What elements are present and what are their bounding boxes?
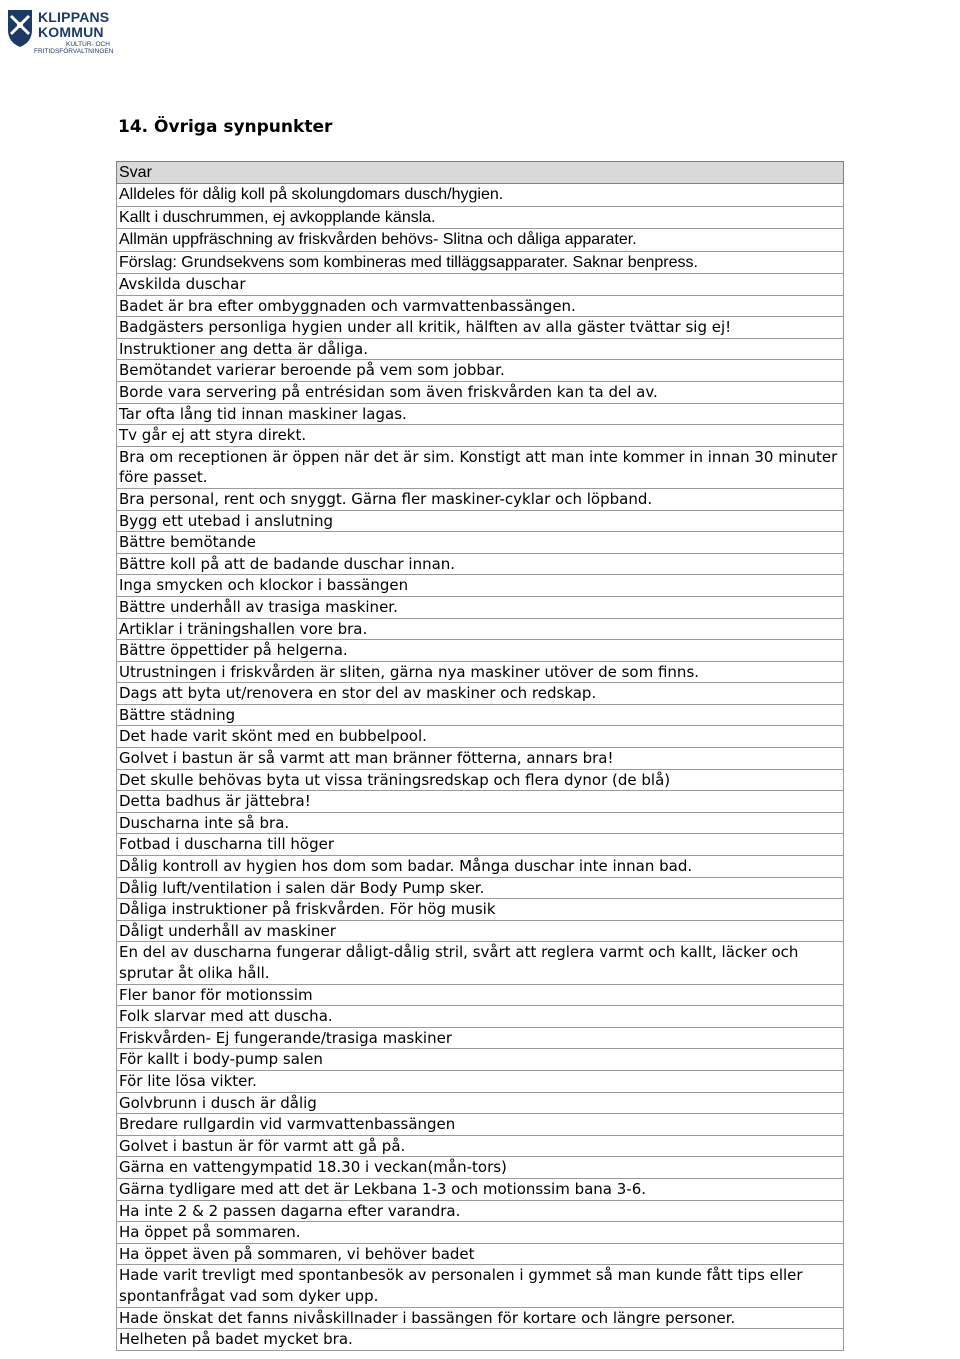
table-header-cell: Svar <box>117 162 844 184</box>
response-cell: Bättre bemötande <box>117 532 844 554</box>
response-cell: För kallt i body-pump salen <box>117 1049 844 1071</box>
response-cell: Dåligt underhåll av maskiner <box>117 920 844 942</box>
table-row <box>117 596 844 618</box>
response-cell: Dåliga instruktioner på friskvården. För hög musik <box>117 899 844 921</box>
response-cell: Instruktioner ang detta är dåliga. <box>117 338 844 360</box>
response-cell: Ha öppet på sommaren. <box>117 1222 844 1244</box>
response-cell: Kallt i duschrummen, ej avkopplande känsla. <box>117 206 844 229</box>
response-cell: Tar ofta lång tid innan maskiner lagas. <box>117 403 844 425</box>
response-cell: Förslag: Grundsekvens som kombineras med tilläggsapparater. Saknar benpress. <box>117 251 844 274</box>
table-row <box>117 877 844 899</box>
response-cell: Allmän uppfräschning av friskvården behövs- Slitna och dåliga apparater. <box>117 229 844 252</box>
response-cell: Badgästers personliga hygien under all kritik, hälften av alla gäster tvättar sig ej! <box>117 317 844 339</box>
table-row <box>117 403 844 425</box>
response-cell: Bredare rullgardin vid varmvattenbassängen <box>117 1114 844 1136</box>
table-row <box>117 618 844 640</box>
response-cell: Golvet i bastun är så varmt att man bränner fötterna, annars bra! <box>117 748 844 770</box>
response-cell: Helheten på badet mycket bra. <box>117 1329 844 1351</box>
table-row <box>117 1157 844 1179</box>
table-row <box>117 1200 844 1222</box>
table-row <box>117 1070 844 1092</box>
response-cell: Borde vara servering på entrésidan som även friskvården kan ta del av. <box>117 381 844 403</box>
table-row <box>117 381 844 403</box>
table-row <box>117 1329 844 1351</box>
table-row <box>117 1114 844 1136</box>
response-cell: Folk slarvar med att duscha. <box>117 1006 844 1028</box>
table-row <box>117 488 844 510</box>
response-cell: Alldeles för dålig koll på skolungdomars dusch/hygien. <box>117 184 844 207</box>
table-row <box>117 683 844 705</box>
table-row <box>117 1307 844 1329</box>
table-row <box>117 726 844 748</box>
response-cell: Friskvården- Ej fungerande/trasiga maskiner <box>117 1027 844 1049</box>
response-cell: Badet är bra efter ombyggnaden och varmvattenbassängen. <box>117 295 844 317</box>
table-row <box>117 1265 844 1307</box>
table-row <box>117 1006 844 1028</box>
response-cell: Dags att byta ut/renovera en stor del av maskiner och redskap. <box>117 683 844 705</box>
table-header-row <box>117 162 844 184</box>
klippans-kommun-logo <box>6 6 114 56</box>
response-cell: Dålig kontroll av hygien hos dom som badar. Många duschar inte innan bad. <box>117 856 844 878</box>
table-row <box>117 1049 844 1071</box>
response-cell: Fotbad i duscharna till höger <box>117 834 844 856</box>
response-cell: Bemötandet varierar beroende på vem som jobbar. <box>117 360 844 382</box>
table-row <box>117 1222 844 1244</box>
table-row <box>117 446 844 488</box>
response-cell: En del av duscharna fungerar dåligt-dålig stril, svårt att reglera varmt och kallt, läcker och sprutar åt olika håll. <box>117 942 844 984</box>
response-cell: Det hade varit skönt med en bubbelpool. <box>117 726 844 748</box>
table-row <box>117 1178 844 1200</box>
response-cell: Det skulle behövas byta ut vissa träningsredskap och flera dynor (de blå) <box>117 769 844 791</box>
response-cell: Hade önskat det fanns nivåskillnader i bassängen för kortare och längre personer. <box>117 1307 844 1329</box>
table-row <box>117 748 844 770</box>
response-cell: Bättre städning <box>117 704 844 726</box>
table-row <box>117 206 844 229</box>
table-row <box>117 295 844 317</box>
response-cell: Fler banor för motionssim <box>117 984 844 1006</box>
response-cell: Gärna en vattengympatid 18.30 i veckan(mån-tors) <box>117 1157 844 1179</box>
table-row <box>117 899 844 921</box>
response-cell: Golvet i bastun är för varmt att gå på. <box>117 1135 844 1157</box>
table-row <box>117 984 844 1006</box>
response-cell: Gärna tydligare med att det är Lekbana 1-3 och motionssim bana 3-6. <box>117 1178 844 1200</box>
table-row <box>117 769 844 791</box>
table-row <box>117 942 844 984</box>
response-cell: Bygg ett utebad i anslutning <box>117 510 844 532</box>
municipal-shield-icon <box>6 8 34 48</box>
response-cell: Golvbrunn i dusch är dålig <box>117 1092 844 1114</box>
table-row <box>117 812 844 834</box>
table-row <box>117 425 844 447</box>
table-row <box>117 856 844 878</box>
logo-line-2: KOMMUN <box>38 24 104 40</box>
table-row <box>117 510 844 532</box>
logo-line-3: KULTUR- OCH <box>66 41 110 48</box>
table-row <box>117 640 844 662</box>
table-row <box>117 274 844 296</box>
table-row <box>117 360 844 382</box>
responses-table <box>116 161 844 1351</box>
table-row <box>117 184 844 207</box>
response-cell: Bra om receptionen är öppen när det är sim. Konstigt att man inte kommer in innan 30 minuter före passet. <box>117 446 844 488</box>
table-row <box>117 834 844 856</box>
response-cell: Utrustningen i friskvården är sliten, gärna nya maskiner utöver de som finns. <box>117 661 844 683</box>
response-cell: Bättre underhåll av trasiga maskiner. <box>117 596 844 618</box>
table-row <box>117 1027 844 1049</box>
response-cell: Bra personal, rent och snyggt. Gärna fler maskiner-cyklar och löpband. <box>117 488 844 510</box>
response-cell: Detta badhus är jättebra! <box>117 791 844 813</box>
response-cell: Tv går ej att styra direkt. <box>117 425 844 447</box>
response-cell: Bättre öppettider på helgerna. <box>117 640 844 662</box>
table-row <box>117 1135 844 1157</box>
logo-line-1: KLIPPANS <box>38 9 110 25</box>
response-cell: Bättre koll på att de badande duschar innan. <box>117 553 844 575</box>
table-row <box>117 1092 844 1114</box>
table-row <box>117 229 844 252</box>
response-cell: Dålig luft/ventilation i salen där Body Pump sker. <box>117 877 844 899</box>
response-cell: Avskilda duschar <box>117 274 844 296</box>
response-cell: Ha inte 2 & 2 passen dagarna efter varandra. <box>117 1200 844 1222</box>
response-cell: Hade varit trevligt med spontanbesök av personalen i gymmet så man kunde fått tips eller spontanfrågat vad som dyker upp. <box>117 1265 844 1307</box>
table-row <box>117 532 844 554</box>
response-cell: Artiklar i träningshallen vore bra. <box>117 618 844 640</box>
response-cell: Inga smycken och klockor i bassängen <box>117 575 844 597</box>
table-row <box>117 338 844 360</box>
table-row <box>117 317 844 339</box>
table-row <box>117 704 844 726</box>
table-row <box>117 920 844 942</box>
logo-line-4: FRITIDSFÖRVALTNINGEN <box>34 48 114 55</box>
response-cell: Ha öppet även på sommaren, vi behöver badet <box>117 1243 844 1265</box>
table-row <box>117 1243 844 1265</box>
section-heading: 14. Övriga synpunkter <box>118 117 333 137</box>
table-row <box>117 791 844 813</box>
table-row <box>117 553 844 575</box>
table-row <box>117 575 844 597</box>
response-cell: Duscharna inte så bra. <box>117 812 844 834</box>
table-row <box>117 661 844 683</box>
table-row <box>117 251 844 274</box>
response-cell: För lite lösa vikter. <box>117 1070 844 1092</box>
